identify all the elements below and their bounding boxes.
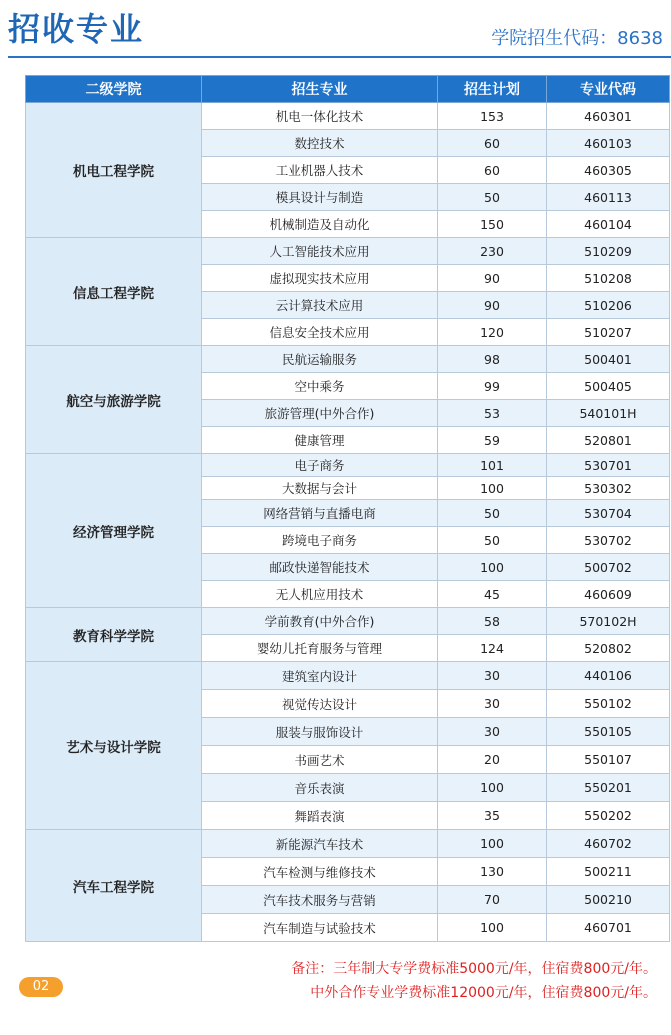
- enrollment-plan: 99: [438, 373, 547, 400]
- major-code: 570102H: [547, 608, 670, 635]
- enrollment-plan: 90: [438, 265, 547, 292]
- enrollment-plan: 230: [438, 238, 547, 265]
- fee-note-line2: 中外合作专业学费标准12000元/年，住宿费800元/年。: [310, 985, 657, 1001]
- page-number-badge: 02: [19, 977, 63, 997]
- table-header-row: [26, 76, 670, 103]
- major-name: 虚拟现实技术应用: [202, 265, 438, 292]
- enrollment-plan: 20: [438, 746, 547, 774]
- major-name: 空中乘务: [202, 373, 438, 400]
- major-name: 汽车检测与维修技术: [202, 858, 438, 886]
- major-name: 人工智能技术应用: [202, 238, 438, 265]
- enrollment-plan: 60: [438, 157, 547, 184]
- enrollment-plan: 50: [438, 527, 547, 554]
- major-name: 旅游管理(中外合作): [202, 400, 438, 427]
- enrollment-plan: 50: [438, 184, 547, 211]
- major-code: 500405: [547, 373, 670, 400]
- enrollment-plan: 98: [438, 346, 547, 373]
- college-name: 机电工程学院: [26, 103, 202, 238]
- major-name: 汽车制造与试验技术: [202, 914, 438, 942]
- enrollment-plan: 30: [438, 662, 547, 690]
- enrollment-plan: 101: [438, 454, 547, 477]
- college-name: 信息工程学院: [26, 238, 202, 346]
- header-divider: [8, 56, 671, 58]
- major-name: 大数据与会计: [202, 477, 438, 500]
- major-name: 汽车技术服务与营销: [202, 886, 438, 914]
- page-title: 招收专业: [8, 10, 145, 48]
- major-code: 530702: [547, 527, 670, 554]
- enrollment-plan: 70: [438, 886, 547, 914]
- college-name: 航空与旅游学院: [26, 346, 202, 454]
- major-code: 510209: [547, 238, 670, 265]
- enrollment-plan: 100: [438, 554, 547, 581]
- major-name: 舞蹈表演: [202, 802, 438, 830]
- major-code: 550107: [547, 746, 670, 774]
- major-code: 440106: [547, 662, 670, 690]
- major-code: 460305: [547, 157, 670, 184]
- major-code: 460701: [547, 914, 670, 942]
- column-header: 二级学院: [26, 76, 202, 103]
- major-name: 邮政快递智能技术: [202, 554, 438, 581]
- enrollment-plan: 100: [438, 830, 547, 858]
- enrollment-plan: 130: [438, 858, 547, 886]
- enrollment-plan: 124: [438, 635, 547, 662]
- enrollment-plan: 58: [438, 608, 547, 635]
- major-code: 500211: [547, 858, 670, 886]
- major-name: 服装与服饰设计: [202, 718, 438, 746]
- major-code: 460113: [547, 184, 670, 211]
- major-code: 460301: [547, 103, 670, 130]
- major-name: 新能源汽车技术: [202, 830, 438, 858]
- major-name: 健康管理: [202, 427, 438, 454]
- major-code: 500210: [547, 886, 670, 914]
- major-name: 学前教育(中外合作): [202, 608, 438, 635]
- major-code: 460702: [547, 830, 670, 858]
- column-header: 专业代码: [547, 76, 670, 103]
- enrollment-plan: 59: [438, 427, 547, 454]
- enrollment-plan: 53: [438, 400, 547, 427]
- majors-table: [25, 75, 670, 942]
- table-row: [26, 830, 670, 858]
- major-code: 460103: [547, 130, 670, 157]
- major-name: 信息安全技术应用: [202, 319, 438, 346]
- major-name: 建筑室内设计: [202, 662, 438, 690]
- major-name: 网络营销与直播电商: [202, 500, 438, 527]
- enrollment-plan: 30: [438, 690, 547, 718]
- major-name: 工业机器人技术: [202, 157, 438, 184]
- enrollment-plan: 153: [438, 103, 547, 130]
- major-name: 模具设计与制造: [202, 184, 438, 211]
- major-code: 530704: [547, 500, 670, 527]
- major-name: 数控技术: [202, 130, 438, 157]
- college-name: 汽车工程学院: [26, 830, 202, 942]
- major-code: 460609: [547, 581, 670, 608]
- major-code: 550201: [547, 774, 670, 802]
- major-name: 机械制造及自动化: [202, 211, 438, 238]
- enrollment-plan: 50: [438, 500, 547, 527]
- major-code: 510206: [547, 292, 670, 319]
- enrollment-plan: 100: [438, 914, 547, 942]
- major-name: 无人机应用技术: [202, 581, 438, 608]
- fee-note-line1: 备注：三年制大专学费标准5000元/年，住宿费800元/年。: [291, 961, 657, 977]
- major-name: 书画艺术: [202, 746, 438, 774]
- major-name: 音乐表演: [202, 774, 438, 802]
- major-code: 500401: [547, 346, 670, 373]
- major-code: 550105: [547, 718, 670, 746]
- major-name: 民航运输服务: [202, 346, 438, 373]
- table-row: [26, 662, 670, 690]
- table-row: [26, 103, 670, 130]
- enrollment-plan: 35: [438, 802, 547, 830]
- enrollment-plan: 120: [438, 319, 547, 346]
- major-code: 540101H: [547, 400, 670, 427]
- column-header: 招生专业: [202, 76, 438, 103]
- major-name: 跨境电子商务: [202, 527, 438, 554]
- major-code: 500702: [547, 554, 670, 581]
- enrollment-plan: 100: [438, 477, 547, 500]
- major-name: 电子商务: [202, 454, 438, 477]
- table-body: [26, 103, 670, 942]
- college-name: 艺术与设计学院: [26, 662, 202, 830]
- enrollment-plan: 45: [438, 581, 547, 608]
- major-code: 520801: [547, 427, 670, 454]
- major-code: 460104: [547, 211, 670, 238]
- column-header: 招生计划: [438, 76, 547, 103]
- major-code: 530701: [547, 454, 670, 477]
- enrollment-plan: 30: [438, 718, 547, 746]
- major-code: 550102: [547, 690, 670, 718]
- college-name: 经济管理学院: [26, 454, 202, 608]
- major-code: 530302: [547, 477, 670, 500]
- major-code: 510208: [547, 265, 670, 292]
- table-row: [26, 608, 670, 635]
- table-row: [26, 346, 670, 373]
- enrollment-code: 学院招生代码：8638: [491, 28, 663, 49]
- college-name: 教育科学学院: [26, 608, 202, 662]
- enrollment-plan: 60: [438, 130, 547, 157]
- major-code: 550202: [547, 802, 670, 830]
- major-name: 视觉传达设计: [202, 690, 438, 718]
- enrollment-plan: 90: [438, 292, 547, 319]
- major-code: 510207: [547, 319, 670, 346]
- table-row: [26, 238, 670, 265]
- major-name: 婴幼儿托育服务与管理: [202, 635, 438, 662]
- enrollment-plan: 100: [438, 774, 547, 802]
- enrollment-plan: 150: [438, 211, 547, 238]
- major-code: 520802: [547, 635, 670, 662]
- major-name: 云计算技术应用: [202, 292, 438, 319]
- major-name: 机电一体化技术: [202, 103, 438, 130]
- table-row: [26, 454, 670, 477]
